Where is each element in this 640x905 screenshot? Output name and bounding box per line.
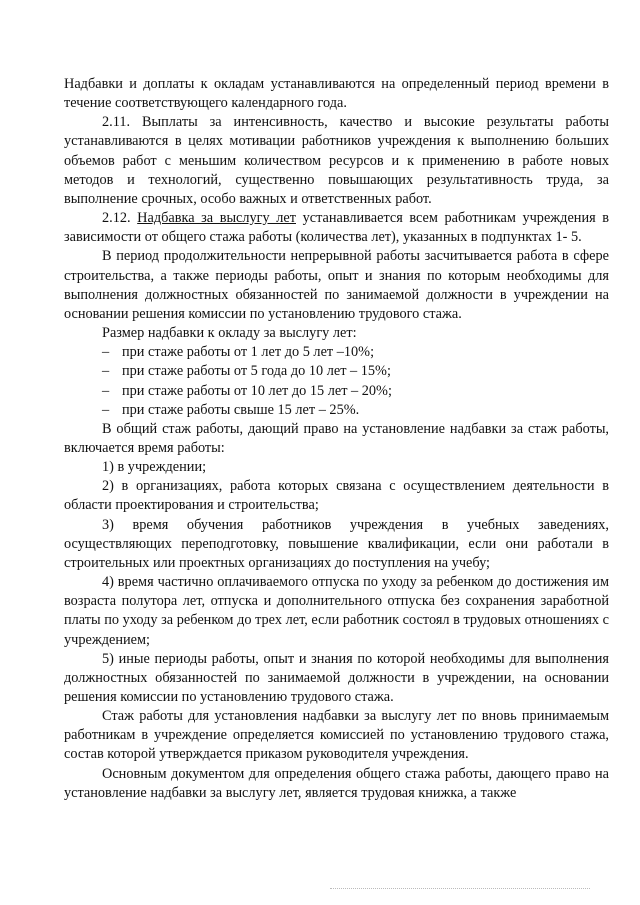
paragraph-item-4: 4) время частично оплачиваемого отпуска по уходу за ребенком до достижения им возраста полутора лет, отпуска и дополнительного отпуска без сохранения заработной платы по уходу за ребенком до трех лет, если работник состоял в трудовых отношениях с учреждением;	[64, 574, 609, 648]
paragraph-2-11: 2.11. Выплаты за интенсивность, качество и высокие результаты работы устанавливаются в целях мотивации работников учреждения к выполнению больших объемов работ с меньшим количеством ресурсов и к применению в работе новых методов и технологий, существенно повышающих результативность труда, за выполнение срочных, особо важных и ответственных работ.	[64, 114, 609, 207]
allowance-list	[64, 343, 609, 420]
paragraph-new-employees: Стаж работы для установления надбавки за выслугу лет по вновь принимаемым работникам в учреждение определяется комиссией по установлению трудового стажа, состав которой утверждается приказом руководителя учреждения.	[64, 708, 609, 763]
list-item	[64, 362, 609, 381]
paragraph-item-5: 5) иные периоды работы, опыт и знания по которой необходимы для выполнения должностных обязанностей по занимаемой должности в учреждении, на основании решения комиссии по установлению трудового стажа.	[64, 650, 609, 705]
list-item-text: при стаже работы от 5 года до 10 лет – 15%;	[122, 363, 391, 380]
list-dash: –	[102, 363, 110, 380]
paragraph-item-2: 2) в организациях, работа которых связана с осуществлением деятельности в области проектирования и строительства;	[64, 478, 609, 514]
paragraph-item-1: 1) в учреждении;	[102, 459, 207, 476]
clause-heading-underlined: Надбавка за выслугу лет	[137, 210, 296, 227]
paragraph-item-3: 3) время обучения работников учреждения в учебных заведениях, осуществляющих переподготовку, повышение квалификации, если они работали в строительных или проектных организациях до поступления на учебу;	[64, 516, 609, 571]
list-item-text: при стаже работы свыше 15 лет – 25%.	[122, 401, 360, 418]
paragraph-2-12	[64, 209, 609, 247]
list-item-text: при стаже работы от 1 лет до 5 лет –10%;	[122, 344, 375, 361]
list-item	[64, 343, 609, 362]
list-dash: –	[102, 401, 110, 418]
paragraph-intro: Надбавки и доплаты к окладам устанавливаются на определенный период времени в течение соответствующего календарного года.	[64, 76, 609, 112]
document-body	[64, 75, 609, 803]
list-dash: –	[102, 344, 110, 361]
paragraph-allowance-size: Размер надбавки к окладу за выслугу лет:	[102, 325, 357, 342]
paragraph-total-service: В общий стаж работы, дающий право на установление надбавки за стаж работы, включается время работы:	[64, 420, 609, 456]
list-item-text: при стаже работы от 10 лет до 15 лет – 20%;	[122, 382, 392, 399]
paragraph-main-document: Основным документом для определения общего стажа работы, дающего право на установление надбавки за выслугу лет, является трудовая книжка, а также	[64, 765, 609, 801]
footer-rule	[330, 888, 590, 889]
clause-text: устанавливается всем работникам учреждения в зависимости от общего стажа работы (количества лет), указанных в подпунктах 1- 5.	[64, 210, 609, 246]
list-item	[64, 401, 609, 420]
list-item	[64, 382, 609, 401]
paragraph-continuous-work: В период продолжительности непрерывной работы засчитывается работа в сфере строительства, а также периоды работы, опыт и знания по которым необходимы для выполнения должностных обязанностей по занимаемой должности в учреждении на основании решения комиссии по установлению трудового стажа.	[64, 248, 609, 322]
list-dash: –	[102, 382, 110, 399]
clause-number: 2.12.	[102, 210, 131, 227]
